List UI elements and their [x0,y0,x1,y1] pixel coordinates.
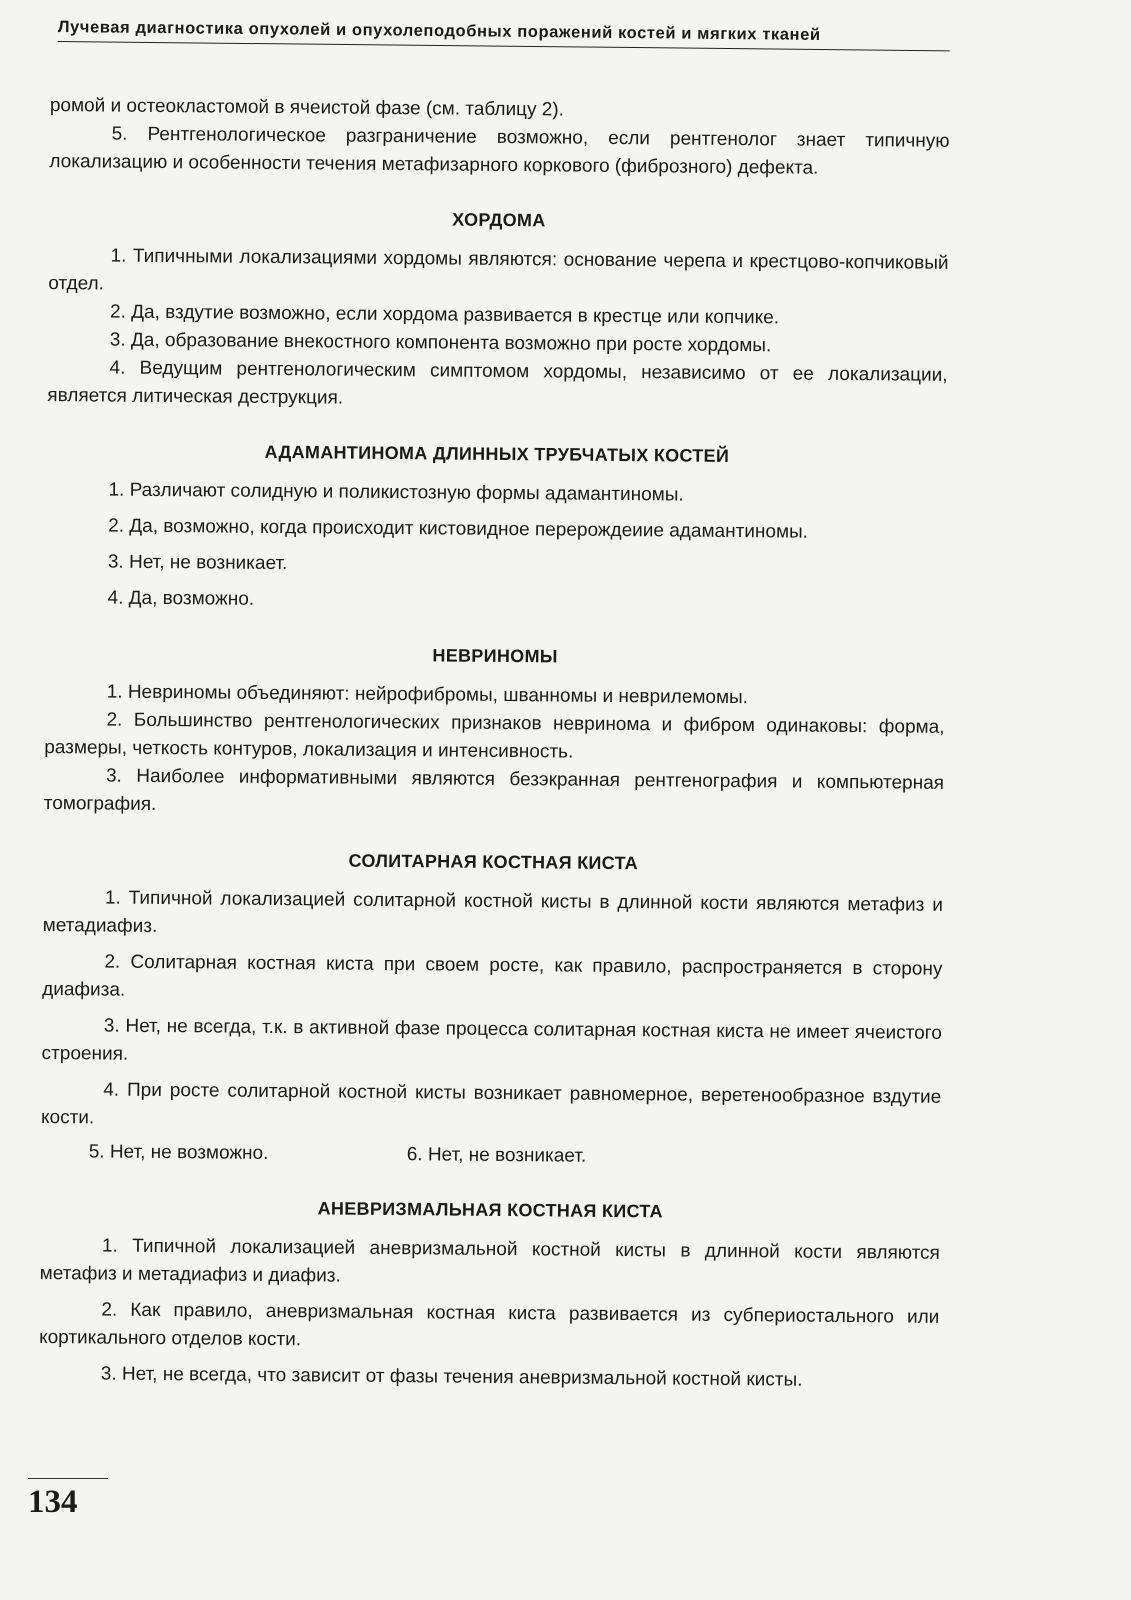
page-content [39,92,950,1396]
solitary-cyst-item-3: 3. Нет, не всегда, т.к. в активной фазе процесса солитарная костная киста не имеет ячеистого строения. [41,1015,942,1065]
solitary-cyst-items-5-6 [41,1138,941,1174]
aneurysmal-cyst-item-2: 2. Как правило, аневризмальная костная киста развивается из субпериостального или кортикального отделов кости. [39,1299,940,1351]
solitary-cyst-item-5: 5. Нет, не возможно. [88,1141,269,1164]
solitary-cyst-item-1: 1. Типичной локализацией солитарной костной кисты в длинной кости являются метафиз и метадиафиз. [42,887,944,937]
neurinoma-item-2: 2. Большинство рентгенологических признаков невринома и фибром одинаковы: форма, размеры, четкость контуров, локализация и интенсивность. [44,709,945,763]
section-title-aneurysmal-cyst: АНЕВРИЗМАЛЬНАЯ КОСТНАЯ КИСТА [317,1198,663,1222]
neurinoma-item-1: 1. Невриномы объединяют: нейрофибромы, шванномы и неврилемомы. [106,681,749,709]
aneurysmal-cyst-item-3: 3. Нет, не всегда, что зависит от фазы течения аневризмальной костной кисты. [100,1363,803,1391]
chordoma-item-4: 4. Ведущим рентгенологическим симптомом хордомы, независимо от ее локализации, является литическая деструкция. [47,357,948,409]
adamantinoma-item-1: 1. Различают солидную и поликистозную формы адамантиномы. [108,479,684,506]
section-title-solitary-cyst: СОЛИТАРНАЯ КОСТНАЯ КИСТА [348,850,639,874]
running-header: Лучевая диагностика опухолей и опухолеподобных поражений костей и мягких тканей [58,18,950,51]
section-title-neurinoma: НЕВРИНОМЫ [432,645,558,667]
neurinoma-item-3: 3. Наиболее информативными являются безэкранная рентгенография и компьютерная томография. [43,765,945,815]
solitary-cyst-item-2: 2. Солитарная костная киста при своем росте, как правило, распространяется в сторону диафиза. [42,951,943,1001]
adamantinoma-item-3: 3. Нет, не возникает. [107,551,288,575]
page-number: 134 [28,1484,78,1520]
chordoma-item-3: 3. Да, образование внекостного компонента возможно при росте хордомы. [109,329,772,357]
footer-rule [28,1478,108,1479]
section-title-chordoma: ХОРДОМА [452,209,546,231]
chordoma-item-1: 1. Типичными локализациями хордомы являются: основание черепа и крестцово-копчиковый отдел. [48,245,949,295]
adamantinoma-item-4: 4. Да, возможно. [107,587,255,610]
aneurysmal-cyst-item-1: 1. Типичной локализацией аневризмальной костной кисты в длинной кости являются метафиз и метадиафиз и диафиз. [39,1235,940,1287]
solitary-cyst-item-6: 6. Нет, не возникает. [406,1144,587,1167]
intro-continuation: ромой и остеокластомой в ячеистой фазе (см. таблицу 2). [49,94,565,121]
chordoma-item-2: 2. Да, вздутие возможно, если хордома развивается в крестце или копчике. [109,301,780,329]
section-title-adamantinoma: АДАМАНТИНОМА ДЛИННЫХ ТРУБЧАТЫХ КОСТЕЙ [264,441,730,466]
solitary-cyst-item-4: 4. При росте солитарной костной кисты возникает равномерное, веретенообразное вздутие кости. [40,1079,942,1129]
adamantinoma-item-2: 2. Да, возможно, когда происходит кистовидное перерождеиие адамантиномы. [108,515,809,543]
intro-paragraph-5: 5. Рентгенологическое разграничение возможно, если рентгенолог знает типичную локализацию и особенности течения метафизарного коркового (фиброзного) дефекта. [49,123,950,179]
